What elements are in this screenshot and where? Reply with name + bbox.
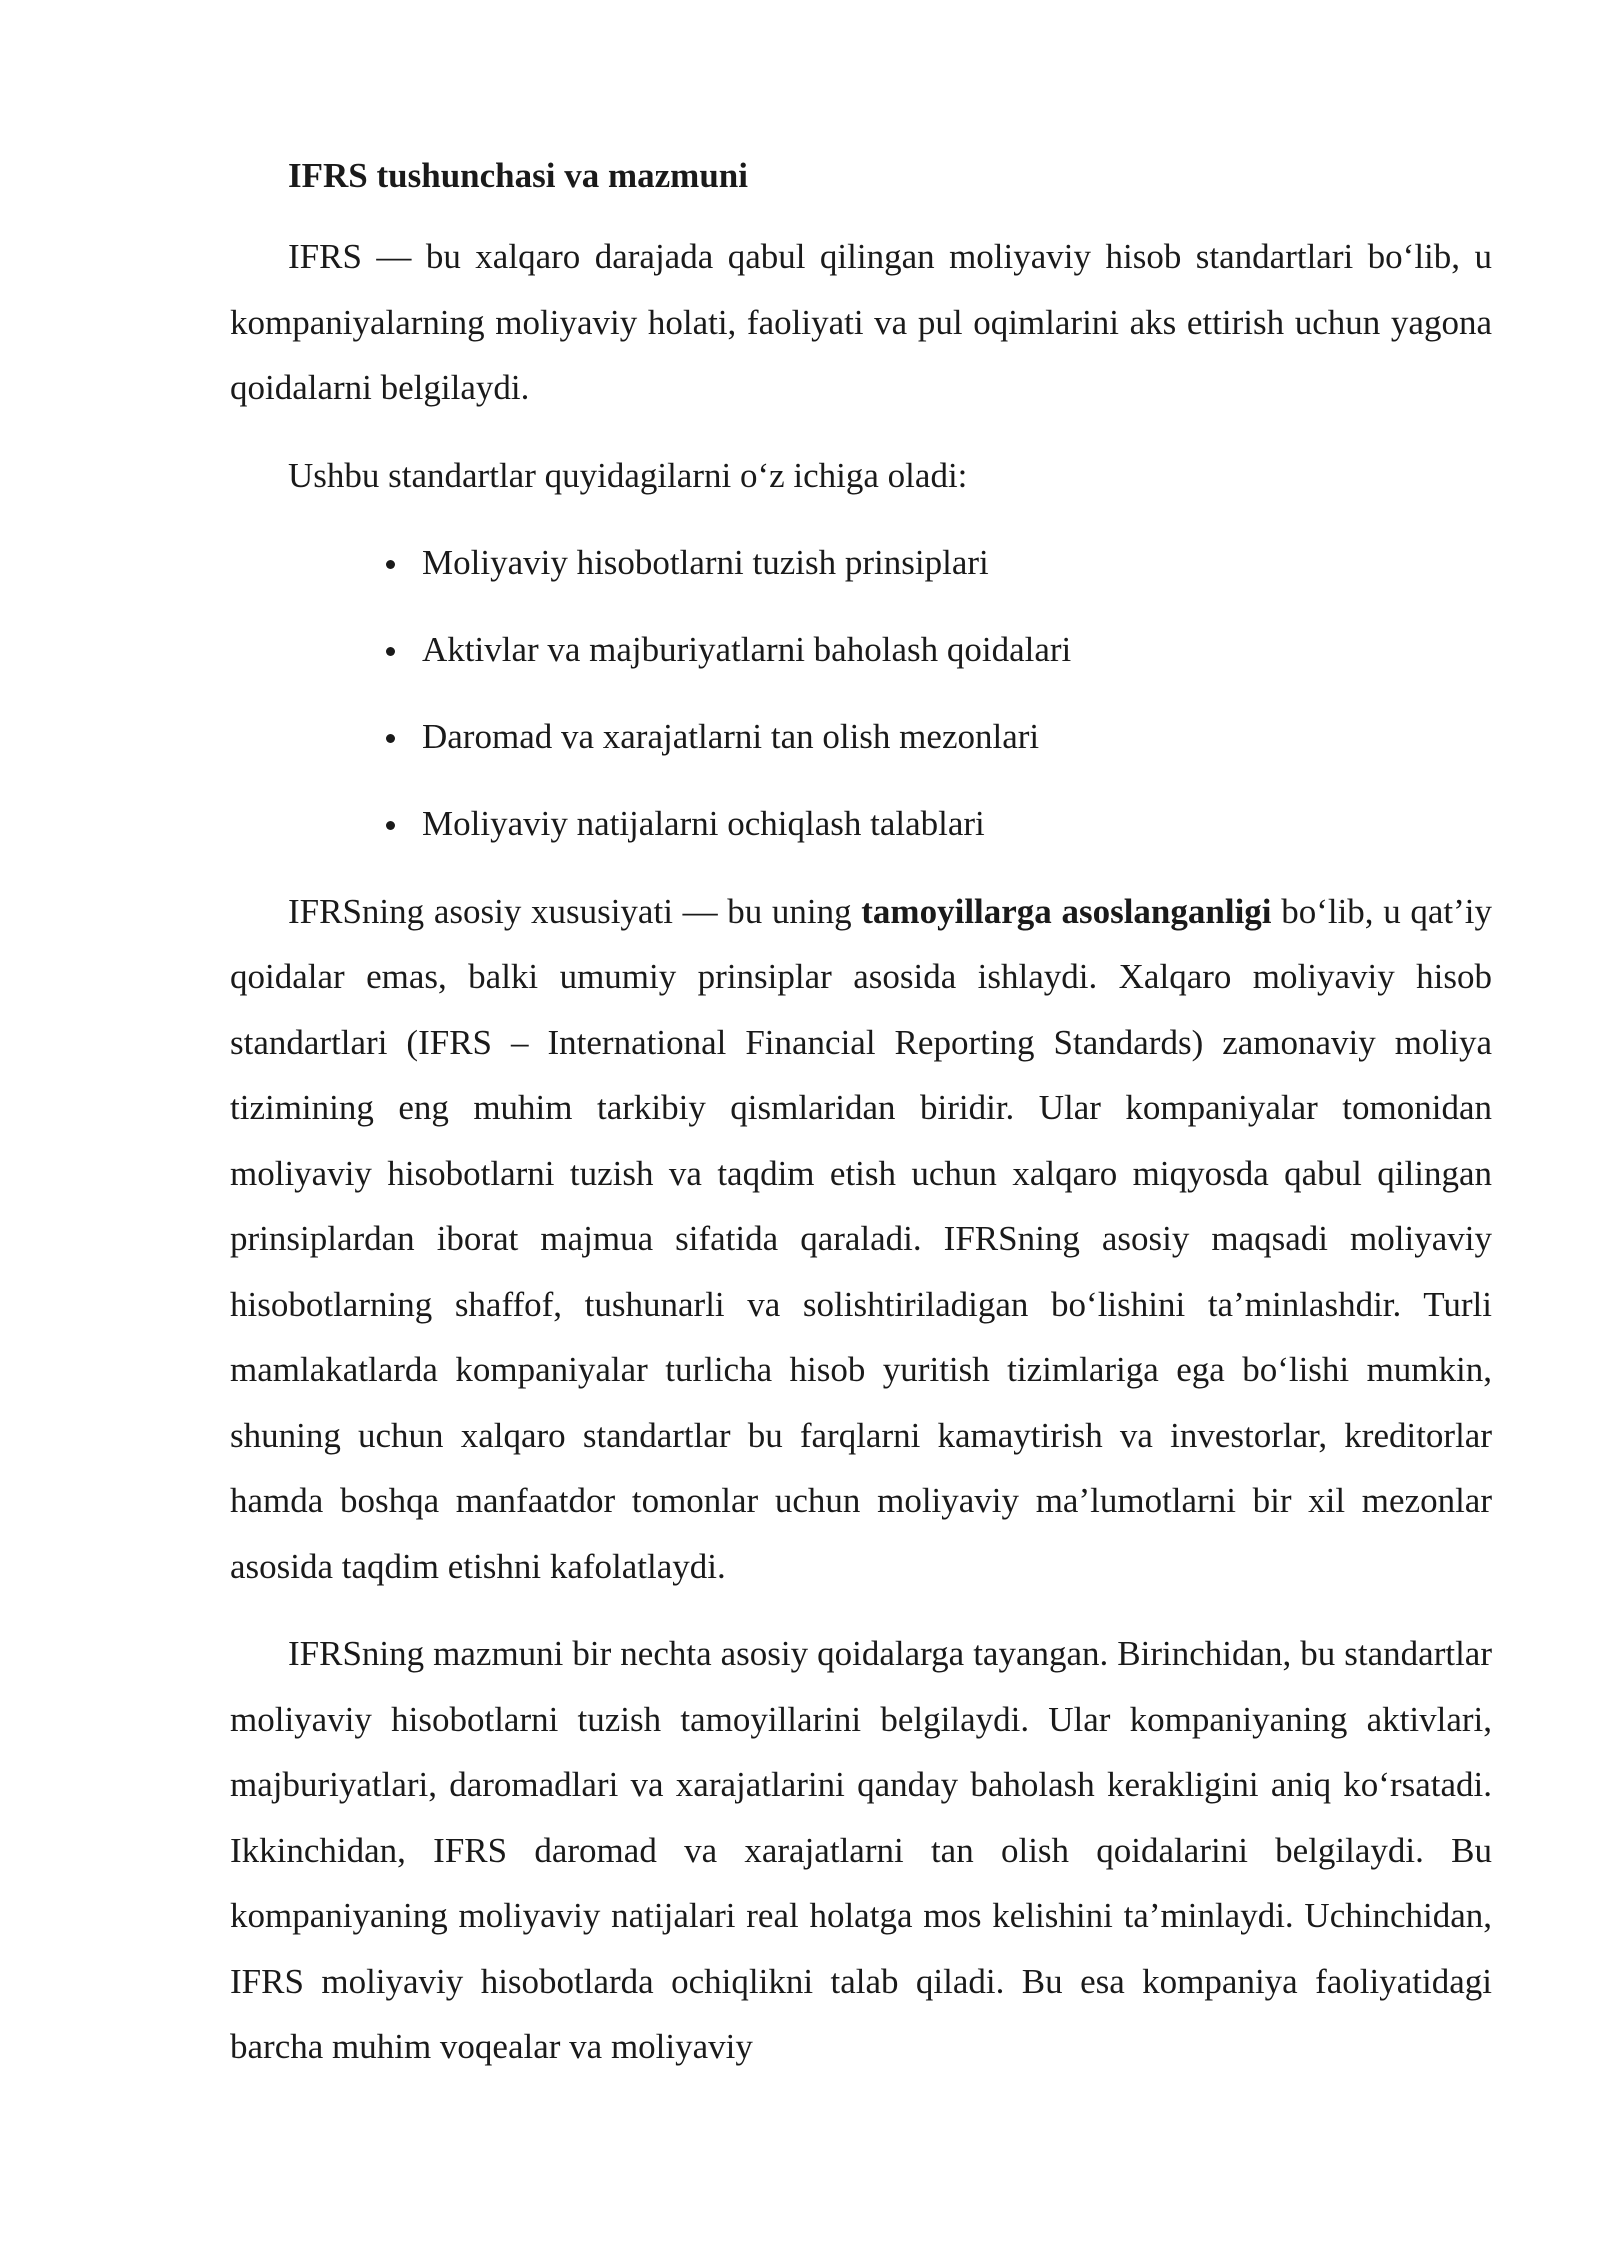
principles-bold-phrase: tamoyillarga asoslanganligi [861, 891, 1272, 931]
list-item [230, 530, 1492, 596]
list-lead-paragraph: Ushbu standartlar quyidagilarni o‘z ichiga oladi: [288, 455, 968, 495]
list-item-text: Moliyaviy hisobotlarni tuzish prinsiplari [422, 543, 989, 582]
list-item [230, 704, 1492, 770]
document-page [230, 150, 1492, 2102]
section-heading: IFRS tushunchasi va mazmuni [288, 156, 748, 195]
principles-paragraph [230, 879, 1492, 1600]
list-item-text: Aktivlar va majburiyatlarni baholash qoidalari [422, 630, 1072, 669]
bullet-icon [386, 560, 395, 569]
bullet-icon [386, 821, 395, 830]
principles-text-rest: bo‘lib, u qat’iy qoidalar emas, balki umumiy prinsiplar asosida ishlaydi. Xalqaro moliyaviy hisob standartlari (IFRS – International Financial Reporting Standards) zamonaviy moliya tizimining eng muhim tarkibiy qismlaridan biridir. Ular kompaniyalar tomonidan moliyaviy hisobotlarni tuzish va taqdim etish uchun xalqaro miqyosda qabul qilingan prinsiplardan iborat majmua sifatida qaraladi. IFRSning asosiy maqsadi moliyaviy hisobotlarning shaffof, tushunarli va solishtiriladigan bo‘lishini ta’minlashdir. Turli mamlakatlarda kompaniyalar turlicha hisob yuritish tizimlariga ega bo‘lishi mumkin, shuning uchun xalqaro standartlar bu farqlarni kamaytirish va investorlar, kreditorlar hamda boshqa manfaatdor tomonlar uchun moliyaviy ma’lumotlarni bir xil mezonlar asosida taqdim etishni kafolatlaydi. [230, 891, 1492, 1586]
content-paragraph: IFRSning mazmuni bir nechta asosiy qoidalarga tayangan. Birinchidan, bu standartlar moliyaviy hisobotlarni tuzish tamoyillarini belgilaydi. Ular kompaniyaning aktivlari, majburiyatlari, daromadlari va xarajatlarini qanday baholash kerakligini aniq ko‘rsatadi. Ikkinchidan, IFRS daromad va xarajatlarni tan olish qoidalarini belgilaydi. Bu kompaniyaning moliyaviy natijalari real holatga mos kelishini ta’minlaydi. Uchinchidan, IFRS moliyaviy hisobotlarda ochiqlikni talab qiladi. Bu esa kompaniya faoliyatidagi barcha muhim voqealar va moliyaviy [230, 1634, 1492, 2066]
list-item-text: Moliyaviy natijalarni ochiqlash talablari [422, 804, 985, 843]
bullet-icon [386, 734, 395, 743]
list-item-text: Daromad va xarajatlarni tan olish mezonlari [422, 717, 1040, 756]
list-item [230, 617, 1492, 683]
standards-list [230, 530, 1492, 857]
list-item [230, 791, 1492, 857]
principles-text-start: IFRSning asosiy xususiyati — bu uning [288, 891, 862, 931]
intro-paragraph: IFRS — bu xalqaro darajada qabul qilingan moliyaviy hisob standartlari bo‘lib, u kompaniyalarning moliyaviy holati, faoliyati va pul oqimlarini aks ettirish uchun yagona qoidalarni belgilaydi. [230, 237, 1492, 407]
bullet-icon [386, 647, 395, 656]
